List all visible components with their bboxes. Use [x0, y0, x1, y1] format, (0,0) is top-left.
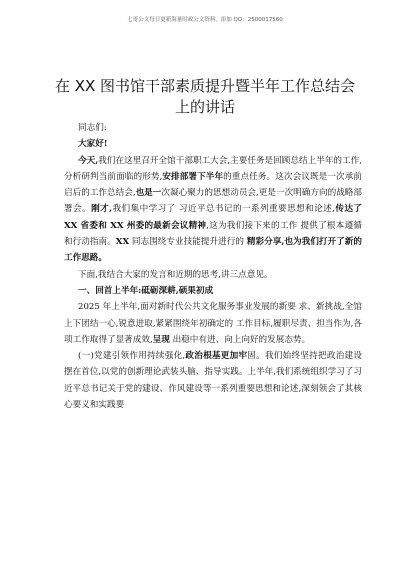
- text-run: 政治根基更加牢: [185, 351, 248, 362]
- text-run: XX: [115, 237, 130, 248]
- title-line-2: 上的讲话: [174, 98, 235, 116]
- header-note: 七哥公文每日更新海量时政公文资料，添加 QQ：2500017560: [127, 17, 283, 23]
- salutation: 同志们:: [78, 123, 107, 133]
- title-line-1: 在 XX 图书馆干部素质提升暨半年工作总结会: [54, 77, 356, 95]
- greeting: 大家好!: [78, 139, 108, 150]
- text-run: 也是一: [135, 188, 162, 199]
- text-run: 精彩分享,也为我们打开了新的工作思路。: [64, 237, 362, 264]
- paragraph-first-half-review: [64, 299, 362, 348]
- text-run: 次凝心聚力的思想动员会,更是一次明确方向的战略部署会。: [64, 188, 362, 215]
- text-run: 我们在这里召开全馆干部职工大会,主要任务是回顾总结上半年的工作,分析研判当前面临的形势,: [64, 155, 362, 182]
- text-run: 刚才,: [91, 204, 113, 215]
- text-run: 出稳中有进、向上向好的发展态势。: [169, 334, 311, 345]
- text-run: 的重点任务。这次会议既是一次承前启后的工作总结会,: [64, 171, 362, 199]
- text-run: 今天,: [78, 155, 99, 166]
- section-heading-1: 一、回首上半年:砥砺深耕,硕果初成: [78, 285, 214, 296]
- text-run: 同志围绕专业技能提升进行的: [129, 237, 247, 248]
- paragraph-intro-points: 下面,我结合大家的发言和近期的思考,讲三点意见。: [78, 269, 273, 280]
- text-run: 传达了 XX 省委和 XX 州委的最新会议精神: [64, 204, 362, 231]
- text-run: ,这为我们接下来的工作 提供了根本遵循和行动指南。: [64, 220, 362, 248]
- paragraph-party-building: [64, 348, 362, 413]
- document-body: [64, 120, 362, 413]
- text-run: 2025 年上半年,面对新时代公共文化服务事业发展的新要 求、新挑战,全馆上下团结一心,锐意进取,紧紧围绕年初确定的 工作目标,履职尽责、担当作为,各项工作取得了显著成效,: [64, 302, 362, 345]
- text-run: 呈现: [152, 334, 170, 345]
- document-title: [40, 76, 370, 118]
- text-run: 我们集中学习了 习近平总书记的一系列重要思想和论述,: [112, 204, 335, 215]
- text-run: 安排部署下半年: [162, 171, 224, 182]
- text-run: (一)党建引领作用持续强化,: [78, 351, 186, 362]
- text-run: 固。我们始终坚持把政治建设摆在首位,以党的创新理论武装头脑、指导实践。上半年,我们系统组织学习了习近平总书记关于党的建设、作风建设等一系列重要思想和论述,深刻领会了其核心要义和实践要: [64, 351, 362, 411]
- paragraph-opening: [64, 153, 362, 267]
